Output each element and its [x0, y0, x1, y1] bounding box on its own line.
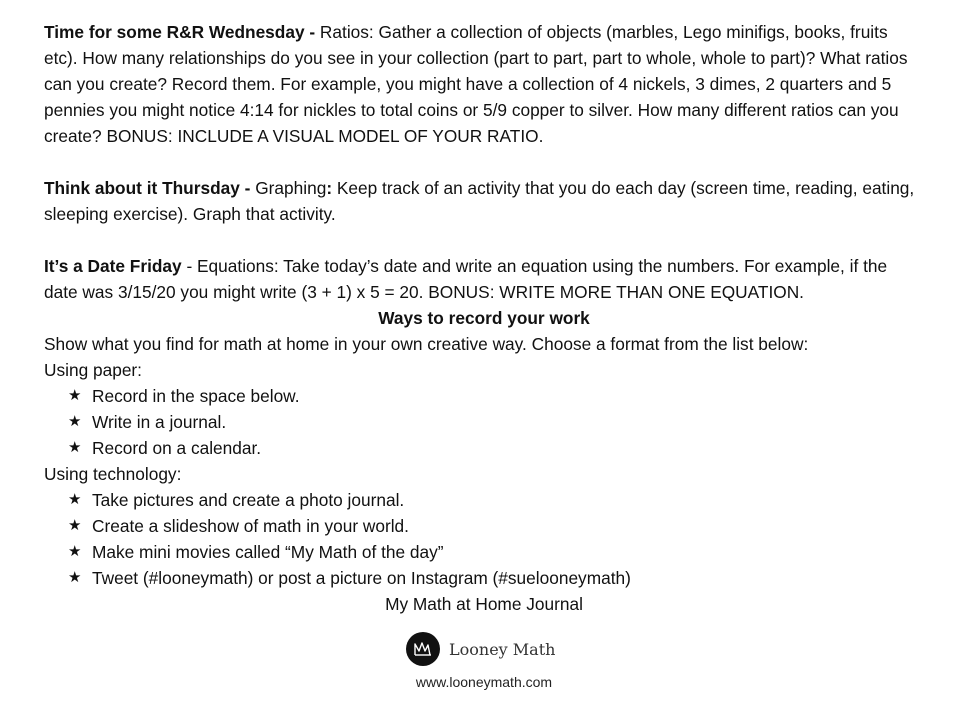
star-icon: ★	[68, 439, 82, 456]
record-intro: Show what you find for math at home in your own creative way. Choose a format from the list below:	[44, 334, 809, 354]
paper-label: Using paper:	[44, 360, 142, 380]
journal-title: My Math at Home Journal	[385, 594, 583, 614]
logo-text: Looney Math	[449, 639, 556, 659]
record-title: Ways to record your work	[378, 308, 590, 328]
thursday-body: Keep track of an activity that you do each day (screen time, reading, eating, sleeping exercise). Graph that activity.	[44, 178, 915, 224]
list-item	[68, 539, 924, 565]
list-item-text: Take pictures and create a photo journal.	[92, 490, 405, 510]
looney-math-logo-icon	[406, 632, 440, 666]
tech-list	[44, 487, 924, 591]
wednesday-paragraph	[44, 19, 924, 149]
worksheet-content	[44, 19, 924, 617]
list-item	[68, 409, 924, 435]
list-item-text: Create a slideshow of math in your world.	[92, 516, 409, 536]
star-icon: ★	[68, 543, 82, 560]
wednesday-heading: Time for some R&R Wednesday -	[44, 22, 316, 42]
friday-body: - Equations: Take today’s date and write an equation using the numbers. For example, if the date was 3/15/20 you might write (3 + 1) x 5 = 20. BONUS: WRITE MORE THAN ONE EQUATION.	[44, 256, 888, 302]
star-icon: ★	[68, 387, 82, 404]
wednesday-body: Ratios: Gather a collection of objects (marbles, Lego minifigs, books, fruits etc). How many relationships do you see in your collection (part to part, part to whole, whole to part)? What ratios can you create? Record them. For example, you might have a collection of 4 nickels, 3 dimes, 2 quarters and 5 pennies you might notice 4:14 for nickles to total coins or 5/9 copper to silver. How many different ratios can you create? BONUS: INCLUDE A VISUAL MODEL OF YOUR RATIO.	[44, 22, 908, 146]
spacer	[44, 149, 924, 175]
list-item-text: Tweet (#looneymath) or post a picture on Instagram (#suelooneymath)	[92, 568, 631, 588]
paper-list	[44, 383, 924, 461]
spacer	[44, 227, 924, 253]
friday-paragraph	[44, 253, 924, 305]
looney-math-logo	[406, 632, 555, 666]
list-item	[68, 435, 924, 461]
list-item-text: Write in a journal.	[92, 412, 227, 432]
list-item-text: Make mini movies called “My Math of the day”	[92, 542, 444, 562]
star-icon: ★	[68, 413, 82, 430]
list-item	[68, 565, 924, 591]
star-icon: ★	[68, 569, 82, 586]
star-icon: ★	[68, 517, 82, 534]
thursday-paragraph	[44, 175, 924, 227]
list-item	[68, 487, 924, 513]
thursday-topic: Graphing	[250, 178, 327, 198]
thursday-colon: :	[326, 178, 333, 198]
friday-heading: It’s a Date Friday	[44, 256, 182, 276]
tech-label: Using technology:	[44, 464, 182, 484]
thursday-heading: Think about it Thursday -	[44, 178, 251, 198]
list-item-text: Record in the space below.	[92, 386, 300, 406]
list-item	[68, 513, 924, 539]
list-item	[68, 383, 924, 409]
list-item-text: Record on a calendar.	[92, 438, 262, 458]
star-icon: ★	[68, 491, 82, 508]
website-link[interactable]: www.looneymath.com	[415, 674, 553, 690]
